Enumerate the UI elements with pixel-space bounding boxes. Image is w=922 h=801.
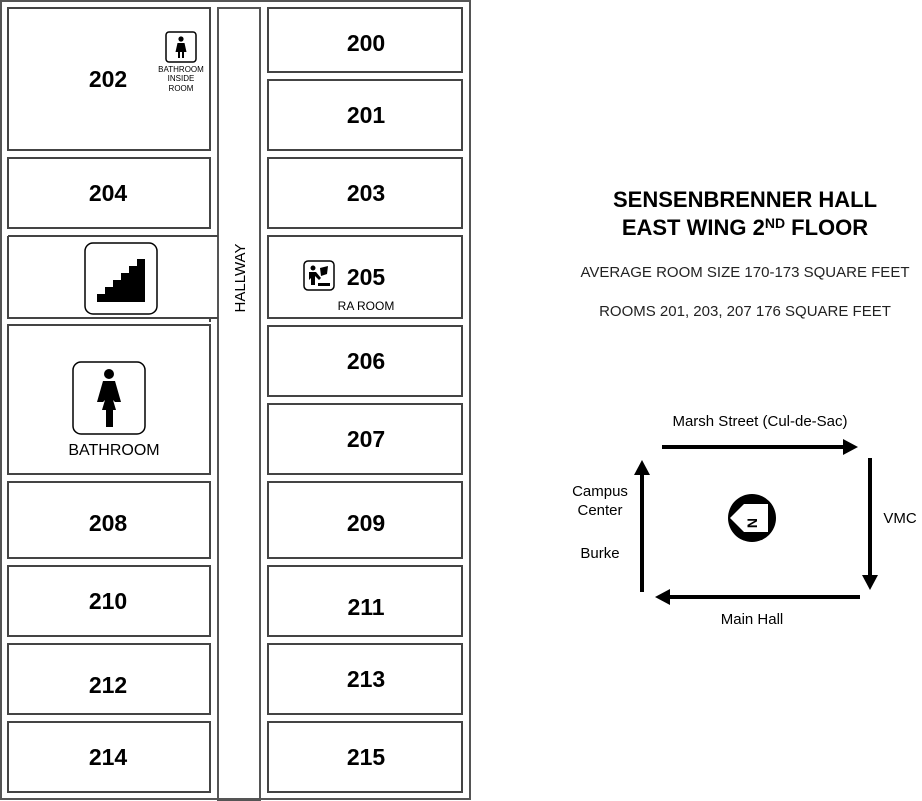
- bathroom-inside-room-line3: ROOM: [168, 84, 194, 93]
- room-204-number: 204: [88, 180, 128, 206]
- title-line1: SENSENBRENNER HALL: [612, 187, 878, 212]
- title-line2-sup: ND: [764, 215, 786, 231]
- title-line2-suffix: FLOOR: [785, 215, 869, 240]
- average-room-size: AVERAGE ROOM SIZE 170-173 SQUARE FEET: [580, 264, 910, 281]
- map-label-left-top-line2: Center: [577, 502, 623, 519]
- bathroom-label: BATHROOM: [68, 442, 160, 459]
- north-compass-icon: [728, 494, 776, 542]
- room-206-number: 206: [346, 348, 386, 374]
- bathroom-inside-room-line1: BATHROOM: [158, 65, 204, 74]
- womens-restroom-icon-small: [166, 32, 196, 62]
- bathroom-inside-room-line2: INSIDE: [167, 74, 195, 83]
- room-209-number: 209: [346, 510, 386, 536]
- hallway-label: HALLWAY: [232, 243, 249, 313]
- building-title: [545, 186, 922, 242]
- room-202-number: 202: [88, 66, 128, 92]
- room-211-number: 211: [347, 594, 385, 620]
- ra-office-icon: [304, 261, 334, 290]
- room-213-number: 213: [346, 666, 386, 692]
- map-label-left-bottom: Burke: [580, 545, 620, 562]
- womens-restroom-icon: [73, 362, 145, 434]
- room-210-number: 210: [88, 588, 128, 614]
- room-205-number: 205: [346, 264, 386, 290]
- room-214-number: 214: [88, 744, 128, 770]
- map-label-right: VMC: [883, 510, 917, 527]
- room-201-number: 201: [346, 102, 386, 128]
- building-walls: [1, 1, 470, 800]
- map-label-left-top-line1: Campus: [572, 483, 628, 500]
- title-line2: [545, 214, 922, 242]
- title-line2-prefix: EAST WING 2: [621, 215, 765, 240]
- large-room-size: ROOMS 201, 203, 207 176 SQUARE FEET: [599, 303, 891, 320]
- ra-room-label: RA ROOM: [337, 299, 395, 313]
- room-203-number: 203: [346, 180, 386, 206]
- room-215-number: 215: [346, 744, 386, 770]
- room-212-number: 212: [88, 672, 128, 698]
- stairs-icon: [85, 243, 157, 314]
- room-208-number: 208: [88, 510, 128, 536]
- map-label-bottom: Main Hall: [720, 611, 784, 628]
- room-200-number: 200: [346, 30, 386, 56]
- map-label-left-top: [555, 482, 645, 520]
- room-207-number: 207: [346, 426, 386, 452]
- map-label-top: Marsh Street (Cul-de-Sac): [672, 413, 848, 430]
- north-letter: N: [744, 517, 760, 529]
